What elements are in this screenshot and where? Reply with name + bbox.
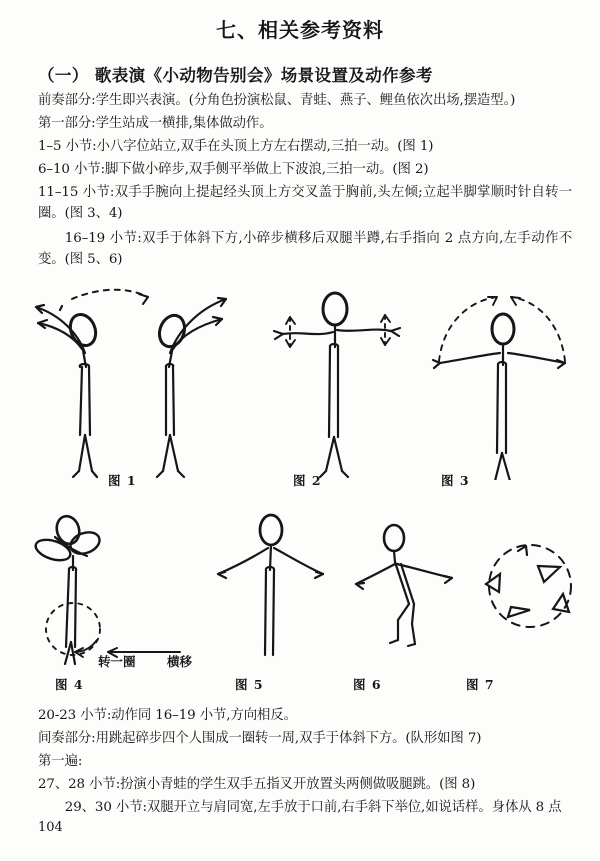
figure-2-caption: 图 2 [293,473,322,488]
figure-4-caption: 图 4 [55,677,84,692]
paragraph-measures-1-5: 1–5 小节:小八字位站立,双手在头顶上方左右摆动,三拍一动。(图 1) [38,139,434,154]
paragraph-round-one: 第一遍: [38,754,83,769]
annotation-turn-circle: 转一圈 [98,654,136,669]
figure-5-illustration [185,512,345,677]
paragraph-part-one: 第一部分:学生站成一横排,集体做动作。 [38,116,273,131]
annotation-lateral-move: 横移 [167,654,193,669]
figure-6-caption: 图 6 [353,677,382,692]
paragraph-measures-16-19: 16–19 小节:双手于体斜下方,小碎步横移后双腿半蹲,右手指向 2 点方向,左手动作不变。(图 5、6) [38,231,572,267]
figure-1-illustration [30,285,280,480]
figure-7-caption: 图 7 [466,677,495,692]
paragraph-preface: 前奏部分:学生即兴表演。(分角色扮演松鼠、青蛙、燕子、鲤鱼依次出场,摆造型。) [38,93,516,108]
figure-2-illustration [265,285,425,480]
figure-6-illustration [352,512,482,677]
paragraph-measures-20-23: 20-23 小节:动作同 16–19 小节,方向相反。 [38,708,297,723]
figure-1-caption: 图 1 [108,473,137,488]
paragraph-interlude: 间奏部分:用跳起碎步四个人围成一圈转一周,双手于体斜下方。(队形如图 7) [38,731,482,746]
paragraph-measures-11-15: 11–15 小节:双手手腕向上提起经头顶上方交叉盖于胸前,头左倾;立起半脚掌顺时针自转一圈。(图 3、4) [38,185,572,221]
paragraph-measures-27-28: 27、28 小节:扮演小青蛙的学生双手五指叉开放置头两侧做吸腿跳。(图 8) [38,777,476,792]
paragraph-measures-6-10: 6–10 小节:脚下做小碎步,双手侧平举做上下波浪,三拍一动。(图 2) [38,162,429,177]
paragraph-measures-29-30: 29、30 小节:双腿开立与肩同宽,左手放于口前,右手斜下举位,如说话样。身体从 8 点 [64,800,562,815]
figure-3-illustration [425,285,595,480]
figure-row-one [0,285,600,495]
page-number: 104 [38,820,63,835]
section-heading: （一） 歌表演《小动物告别会》场景设置及动作参考 [38,66,433,85]
figure-7-illustration [468,512,598,677]
page-title: 七、相关参考资料 [216,18,384,42]
figure-5-caption: 图 5 [235,677,264,692]
figure-3-caption: 图 3 [441,473,470,488]
figure-row-two [0,512,600,697]
